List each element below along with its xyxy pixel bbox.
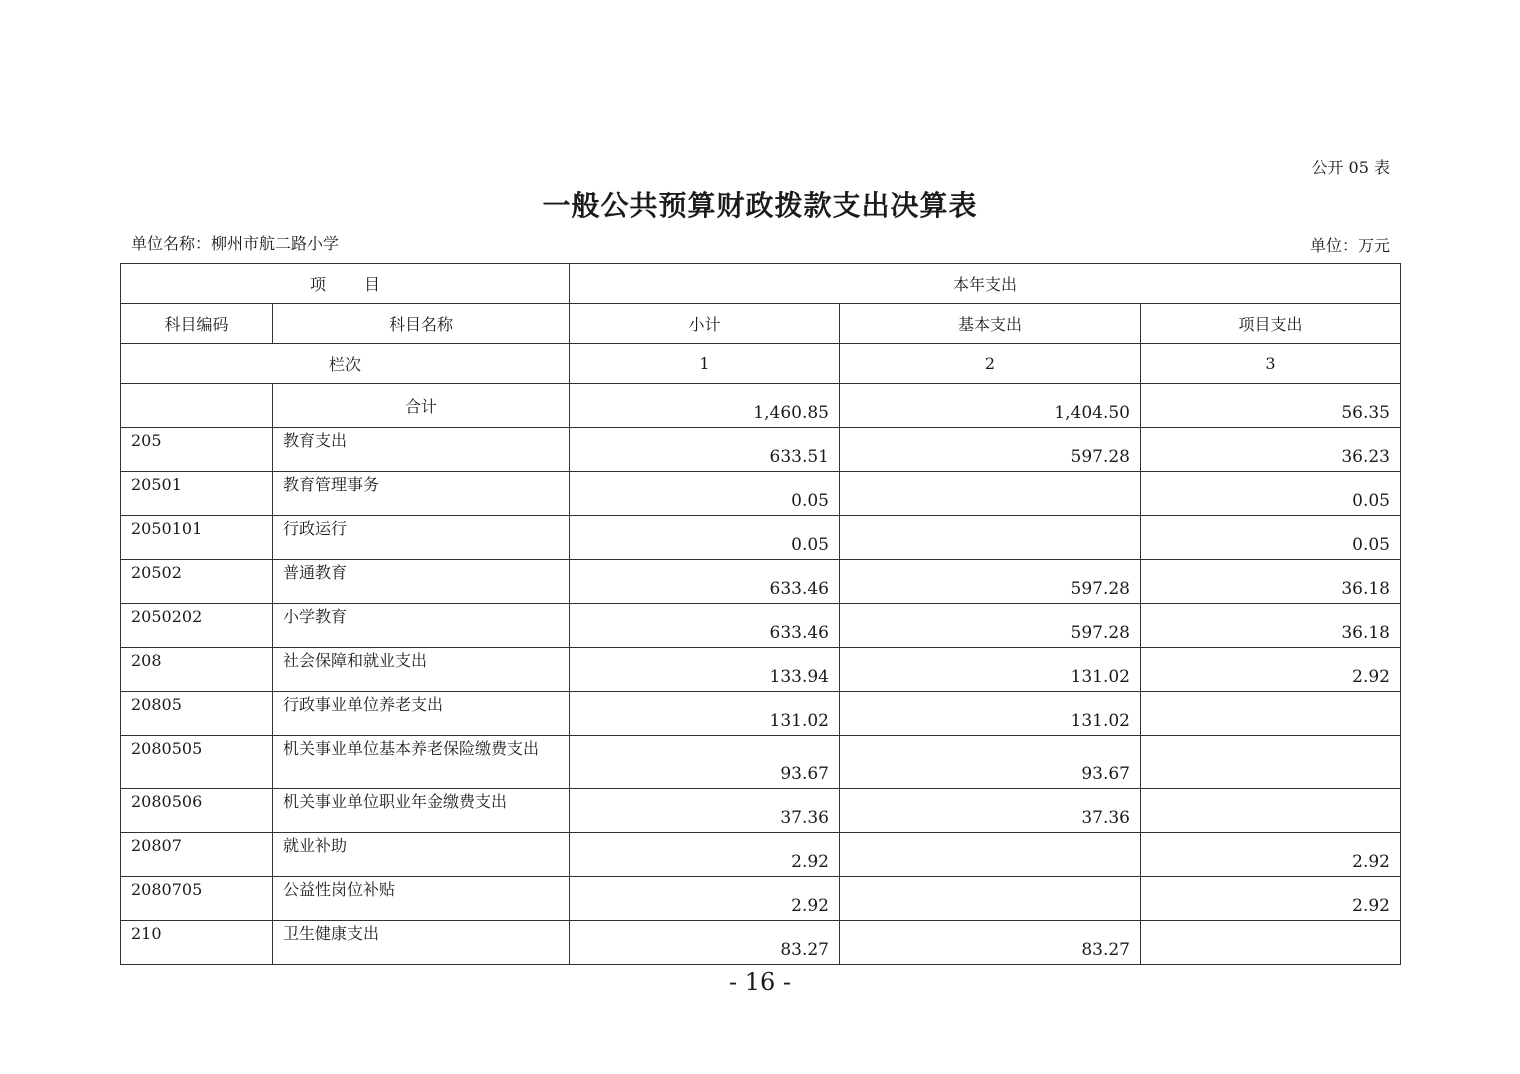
table-row <box>121 692 1401 736</box>
table-row <box>121 560 1401 604</box>
expenditure-table <box>120 263 1401 965</box>
row-project <box>1141 736 1401 789</box>
row-project <box>1141 921 1401 965</box>
total-subtotal: 1,460.85 <box>570 384 840 428</box>
header-item <box>121 264 570 304</box>
row-subtotal: 0.05 <box>570 472 840 516</box>
form-number: 公开 05 表 <box>1311 158 1390 177</box>
table-row <box>121 789 1401 833</box>
header-col-2: 2 <box>840 344 1141 384</box>
row-basic: 131.02 <box>840 692 1141 736</box>
row-basic: 597.28 <box>840 428 1141 472</box>
table-row <box>121 648 1401 692</box>
row-project: 0.05 <box>1141 472 1401 516</box>
header-item-part: 项 <box>309 275 326 294</box>
row-project: 36.18 <box>1141 604 1401 648</box>
row-name: 教育管理事务 <box>273 472 570 516</box>
page-number: - 16 - <box>728 968 791 996</box>
unit-measure: 单位：万元 <box>1309 236 1390 255</box>
row-project <box>1141 692 1401 736</box>
row-subtotal: 633.51 <box>570 428 840 472</box>
header-name: 科目名称 <box>273 304 570 344</box>
table-row <box>121 877 1401 921</box>
row-subtotal: 633.46 <box>570 604 840 648</box>
row-code: 20501 <box>121 472 273 516</box>
row-project <box>1141 789 1401 833</box>
row-code: 20502 <box>121 560 273 604</box>
row-name: 行政运行 <box>273 516 570 560</box>
table-row <box>121 428 1401 472</box>
unit-name: 单位名称：柳州市航二路小学 <box>131 234 340 253</box>
header-col-3: 3 <box>1141 344 1401 384</box>
row-subtotal: 2.92 <box>570 877 840 921</box>
row-name: 卫生健康支出 <box>273 921 570 965</box>
row-code: 20807 <box>121 833 273 877</box>
row-basic <box>840 472 1141 516</box>
row-name: 小学教育 <box>273 604 570 648</box>
row-basic: 37.36 <box>840 789 1141 833</box>
header-col-1: 1 <box>570 344 840 384</box>
row-name: 机关事业单位基本养老保险缴费支出 <box>273 736 570 789</box>
row-name: 就业补助 <box>273 833 570 877</box>
header-row-1 <box>121 264 1401 304</box>
header-basic: 基本支出 <box>840 304 1141 344</box>
row-code: 210 <box>121 921 273 965</box>
total-project: 56.35 <box>1141 384 1401 428</box>
row-name: 机关事业单位职业年金缴费支出 <box>273 789 570 833</box>
row-subtotal: 93.67 <box>570 736 840 789</box>
row-basic: 93.67 <box>840 736 1141 789</box>
row-subtotal: 633.46 <box>570 560 840 604</box>
row-subtotal: 133.94 <box>570 648 840 692</box>
row-code: 20805 <box>121 692 273 736</box>
row-basic <box>840 516 1141 560</box>
row-project: 2.92 <box>1141 877 1401 921</box>
table-row <box>121 833 1401 877</box>
row-project: 2.92 <box>1141 833 1401 877</box>
header-item-part: 目 <box>364 275 381 294</box>
row-code: 2080705 <box>121 877 273 921</box>
row-name: 行政事业单位养老支出 <box>273 692 570 736</box>
row-project: 0.05 <box>1141 516 1401 560</box>
row-basic: 83.27 <box>840 921 1141 965</box>
header-project: 项目支出 <box>1141 304 1401 344</box>
row-basic: 597.28 <box>840 604 1141 648</box>
total-basic: 1,404.50 <box>840 384 1141 428</box>
total-code <box>121 384 273 428</box>
row-basic: 131.02 <box>840 648 1141 692</box>
row-project: 2.92 <box>1141 648 1401 692</box>
row-code: 2050202 <box>121 604 273 648</box>
row-code: 2080506 <box>121 789 273 833</box>
row-subtotal: 37.36 <box>570 789 840 833</box>
row-code: 2050101 <box>121 516 273 560</box>
row-subtotal: 131.02 <box>570 692 840 736</box>
row-project: 36.18 <box>1141 560 1401 604</box>
row-code: 2080505 <box>121 736 273 789</box>
row-code: 205 <box>121 428 273 472</box>
table-row <box>121 472 1401 516</box>
table-row <box>121 921 1401 965</box>
row-basic <box>840 833 1141 877</box>
total-row <box>121 384 1401 428</box>
row-name: 教育支出 <box>273 428 570 472</box>
row-subtotal: 0.05 <box>570 516 840 560</box>
row-basic: 597.28 <box>840 560 1141 604</box>
header-code: 科目编码 <box>121 304 273 344</box>
total-label: 合计 <box>273 384 570 428</box>
document-title: 一般公共预算财政拨款支出决算表 <box>542 189 978 222</box>
row-basic <box>840 877 1141 921</box>
row-name: 普通教育 <box>273 560 570 604</box>
row-subtotal: 2.92 <box>570 833 840 877</box>
header-column-index: 栏次 <box>121 344 570 384</box>
header-row-2 <box>121 304 1401 344</box>
table-row <box>121 736 1401 789</box>
row-name: 社会保障和就业支出 <box>273 648 570 692</box>
row-project: 36.23 <box>1141 428 1401 472</box>
header-subtotal: 小计 <box>570 304 840 344</box>
table-row <box>121 604 1401 648</box>
row-code: 208 <box>121 648 273 692</box>
row-name: 公益性岗位补贴 <box>273 877 570 921</box>
table-row <box>121 516 1401 560</box>
header-current-year: 本年支出 <box>570 264 1401 304</box>
row-subtotal: 83.27 <box>570 921 840 965</box>
header-row-3 <box>121 344 1401 384</box>
